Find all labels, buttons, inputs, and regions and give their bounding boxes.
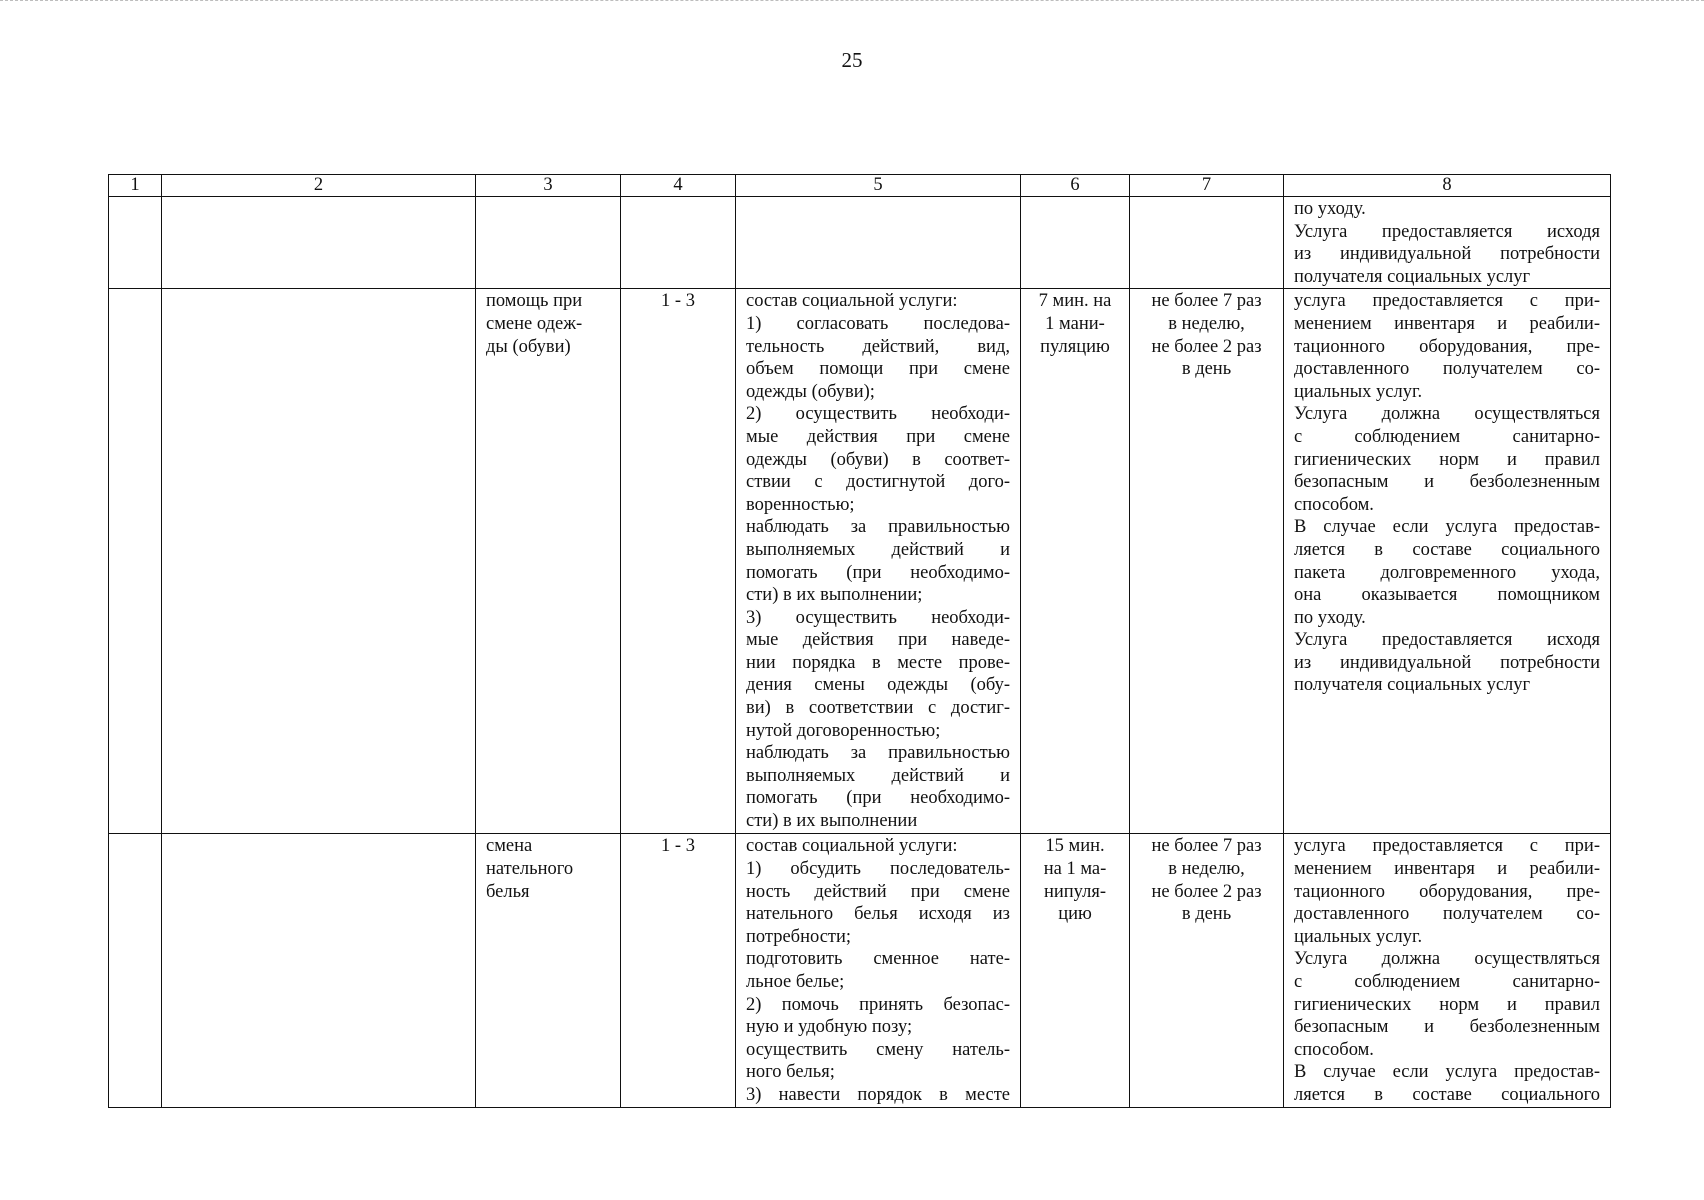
cell-text-line: из индивидуальной потребности	[1294, 652, 1600, 673]
scan-edge	[0, 0, 1704, 7]
cell-text-line: помощь при	[486, 291, 583, 312]
header-row	[109, 175, 1611, 197]
cell-text-line: не более 2 раз	[1151, 336, 1262, 357]
cell-text-line: 2) осуществить необходи-	[746, 404, 1010, 425]
row-number-cell	[109, 834, 162, 1108]
cell-text-line: на 1 ма-	[1043, 858, 1107, 879]
cell-text-line: Услуга предоставляется исходя	[1294, 630, 1600, 651]
cell-text-line: 1) согласовать последова-	[746, 313, 1010, 334]
cell-text-line: нательного белья исходя из	[746, 904, 1010, 925]
cell-text-line: выполняемых действий и	[746, 539, 1010, 560]
cell-text-line: пуляцию	[1040, 336, 1110, 357]
cell-text-line: гигиенических норм и правил	[1294, 994, 1600, 1015]
cell-text-line: Услуга должна осуществляться	[1294, 949, 1600, 970]
cell-text-line: тационного оборудования, пре-	[1294, 881, 1600, 902]
cell-text-line: 1) обсудить последователь-	[746, 858, 1010, 879]
services-table	[108, 174, 1611, 1108]
cell-text-line: из индивидуальной потребности	[1294, 244, 1600, 265]
cell-text-line: доставленного получателем со-	[1294, 904, 1600, 925]
cell-text-line: по уходу.	[1294, 607, 1366, 628]
service-name-cell	[476, 834, 621, 1108]
header-col-7: 7	[1130, 175, 1284, 197]
cell-text-line: с соблюдением санитарно-	[1294, 971, 1600, 992]
cell-text-line: Услуга должна осуществляться	[1294, 404, 1600, 425]
page-number: 25	[841, 48, 863, 72]
cell-text-line: смене одеж-	[486, 313, 583, 334]
cell-text-line: она оказывается помощником	[1294, 585, 1600, 606]
cell-text-line: получателя социальных услуг	[1294, 675, 1531, 696]
cell-text-line: состав социальной услуги:	[746, 291, 958, 312]
cell-text-line: ствии с достигнутой дого-	[746, 472, 1010, 493]
cell-text-line: подготовить сменное нате-	[746, 949, 1010, 970]
cell-text-line: в неделю,	[1168, 313, 1245, 334]
service-name-cell	[476, 197, 621, 289]
cell-text-line: нии порядка в месте прове-	[746, 652, 1010, 673]
cell-text-line: помогать (при необходимо-	[746, 562, 1010, 583]
cell-text-line: безопасным и безболезненным	[1294, 472, 1600, 493]
need-level-cell	[621, 197, 736, 289]
cell-text-line: воренностью;	[746, 494, 855, 515]
cell-text-line: 3) осуществить необходи-	[746, 607, 1010, 628]
cell-text-line: ды (обуви)	[486, 336, 571, 357]
cell-text-line: в неделю,	[1168, 858, 1245, 879]
cell-text-line: сти) в их выполнении;	[746, 585, 923, 606]
header-col-6: 6	[1021, 175, 1130, 197]
cell-text-line: в день	[1181, 359, 1232, 380]
header-col-8: 8	[1284, 175, 1611, 197]
service-frequency-cell	[1130, 834, 1284, 1108]
cell-text-line: нательного	[486, 858, 574, 879]
need-level-cell: 1 - 3	[621, 289, 736, 834]
service-notes-cell	[1284, 289, 1611, 834]
cell-text-line: 2) помочь принять безопас-	[746, 994, 1010, 1015]
cell-text-line: ляется в составе социального	[1294, 539, 1600, 560]
cell-text-line: льное белье;	[746, 971, 845, 992]
cell-text-line: доставленного получателем со-	[1294, 359, 1600, 380]
service-name-cell	[476, 289, 621, 834]
cell-text-line: ную и удобную позу;	[746, 1017, 913, 1038]
service-frequency-cell	[1130, 289, 1284, 834]
cell-text-line: наблюдать за правильностью	[746, 743, 1010, 764]
service-content-cell	[736, 834, 1021, 1108]
cell-text-line: 3) навести порядок в месте	[746, 1084, 1010, 1105]
service-content-cell	[736, 289, 1021, 834]
cell-text-line: объем помощи при смене	[746, 359, 1010, 380]
header-col-5: 5	[736, 175, 1021, 197]
cell-text-line: цию	[1058, 904, 1092, 925]
row-number-cell	[109, 289, 162, 834]
row-number-cell	[109, 197, 162, 289]
cell-text-line: тельность действий, вид,	[746, 336, 1010, 357]
cell-text-line: осуществить смену натель-	[746, 1039, 1010, 1060]
service-type-cell	[162, 289, 476, 834]
cell-text-line: услуга предоставляется с при-	[1294, 291, 1600, 312]
cell-text-line: ви) в соответствии с достиг-	[746, 698, 1010, 719]
cell-text-line: 7 мин. на	[1038, 291, 1112, 312]
service-frequency-cell	[1130, 197, 1284, 289]
service-type-cell	[162, 834, 476, 1108]
cell-text-line: с соблюдением санитарно-	[1294, 426, 1600, 447]
service-type-cell	[162, 197, 476, 289]
cell-text-line: наблюдать за правильностью	[746, 517, 1010, 538]
table-row	[109, 197, 1611, 289]
service-notes-cell	[1284, 834, 1611, 1108]
service-time-cell	[1021, 289, 1130, 834]
table-row	[109, 289, 1611, 834]
cell-text-line: пакета долговременного ухода,	[1294, 562, 1600, 583]
cell-text-line: состав социальной услуги:	[746, 836, 958, 857]
cell-text-line: способом.	[1294, 494, 1374, 515]
service-notes-cell	[1284, 197, 1611, 289]
cell-text-line: Услуга предоставляется исходя	[1294, 221, 1600, 242]
cell-text-line: способом.	[1294, 1039, 1374, 1060]
cell-text-line: одежды (обуви) в соответ-	[746, 449, 1010, 470]
cell-text-line: ность действий при смене	[746, 881, 1010, 902]
cell-text-line: получателя социальных услуг	[1294, 266, 1531, 287]
header-col-4: 4	[621, 175, 736, 197]
cell-text-line: менением инвентаря и реабили-	[1294, 313, 1600, 334]
cell-text-line: мые действия при наведе-	[746, 630, 1010, 651]
cell-text-line: смена	[486, 836, 533, 857]
cell-text-line: услуга предоставляется с при-	[1294, 836, 1600, 857]
cell-text-line: нипуля-	[1043, 881, 1107, 902]
cell-text-line: белья	[486, 881, 530, 902]
header-col-2: 2	[162, 175, 476, 197]
cell-text-line: одежды (обуви);	[746, 381, 875, 402]
cell-text-line: 15 мин.	[1045, 836, 1105, 857]
cell-text-line: циальных услуг.	[1294, 381, 1423, 402]
service-time-cell	[1021, 834, 1130, 1108]
cell-text-line: дения смены одежды (обу-	[746, 675, 1010, 696]
cell-text-line: 1 мани-	[1045, 313, 1105, 334]
cell-text-line: в день	[1181, 904, 1232, 925]
cell-text-line: В случае если услуга предостав-	[1294, 1062, 1600, 1083]
table-row	[109, 834, 1611, 1108]
cell-text-line: выполняемых действий и	[746, 765, 1010, 786]
cell-text-line: гигиенических норм и правил	[1294, 449, 1600, 470]
cell-text-line: помогать (при необходимо-	[746, 788, 1010, 809]
header-col-3: 3	[476, 175, 621, 197]
cell-text-line: мые действия при смене	[746, 426, 1010, 447]
header-col-1: 1	[109, 175, 162, 197]
service-content-cell	[736, 197, 1021, 289]
cell-text-line: ляется в составе социального	[1294, 1084, 1600, 1105]
cell-text-line: менением инвентаря и реабили-	[1294, 858, 1600, 879]
service-time-cell	[1021, 197, 1130, 289]
cell-text-line: безопасным и безболезненным	[1294, 1017, 1600, 1038]
cell-text-line: потребности;	[746, 926, 852, 947]
cell-text-line: по уходу.	[1294, 199, 1366, 219]
cell-text-line: не более 2 раз	[1151, 881, 1262, 902]
cell-text-line: нутой договоренностью;	[746, 720, 941, 741]
cell-text-line: сти) в их выполнении	[746, 811, 918, 832]
cell-text-line: В случае если услуга предостав-	[1294, 517, 1600, 538]
cell-text-line: не более 7 раз	[1151, 291, 1262, 312]
cell-text-line: не более 7 раз	[1151, 836, 1262, 857]
cell-text-line: ного белья;	[746, 1062, 835, 1083]
cell-text-line: циальных услуг.	[1294, 926, 1423, 947]
need-level-cell: 1 - 3	[621, 834, 736, 1108]
cell-text-line: тационного оборудования, пре-	[1294, 336, 1600, 357]
